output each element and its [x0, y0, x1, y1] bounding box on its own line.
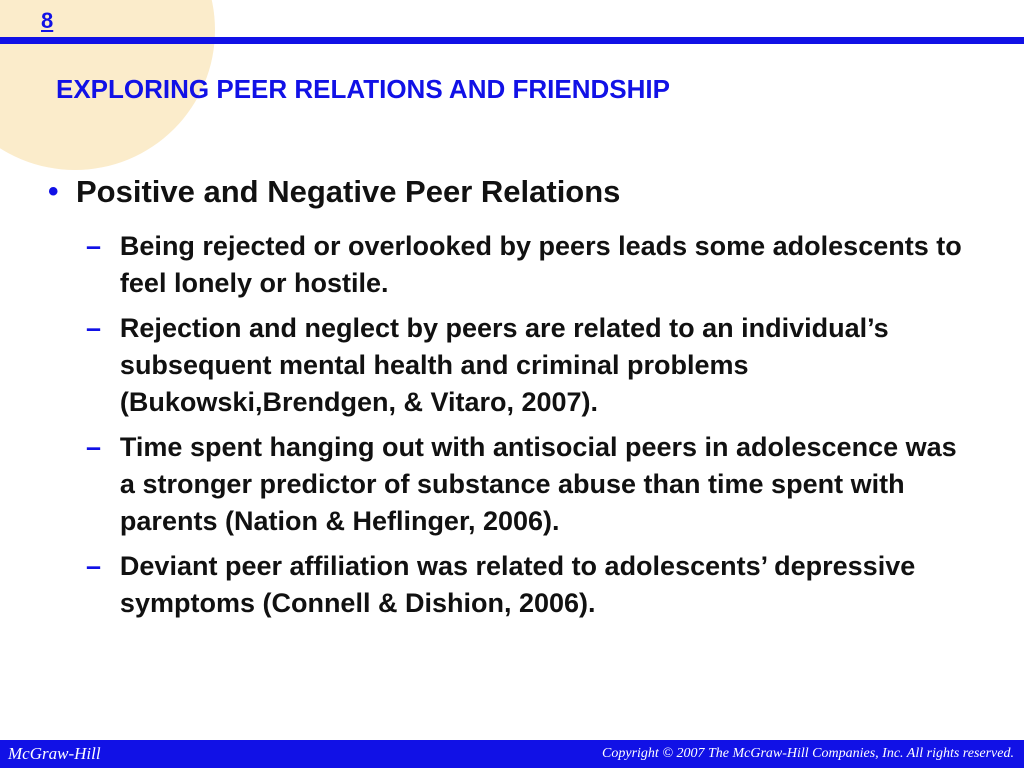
sub-bullet-item — [86, 310, 968, 421]
sub-bullet-text: Deviant peer affiliation was related to adolescents’ depressive symptoms (Connell & Dishion, 2006). — [119, 551, 916, 618]
bullet-item — [48, 170, 968, 214]
slide-content — [48, 170, 968, 630]
slide-number: 8 — [41, 8, 54, 33]
header-rule — [0, 37, 1024, 44]
footer-bar — [0, 740, 1024, 768]
publisher-name: McGraw-Hill — [8, 744, 101, 763]
slide-title: EXPLORING PEER RELATIONS AND FRIENDSHIP — [56, 74, 670, 104]
sub-bullet-list — [86, 228, 968, 622]
bullet-dot-icon: • — [48, 175, 59, 208]
dash-icon: – — [86, 432, 102, 462]
sub-bullet-item — [86, 548, 968, 622]
dash-icon: – — [86, 231, 102, 261]
sub-bullet-text: Time spent hanging out with antisocial peers in adolescence was a stronger predictor of substance abuse than time spent with parents (Nation & Heflinger, 2006). — [119, 432, 957, 536]
dash-icon: – — [86, 551, 102, 581]
sub-bullet-item — [86, 429, 968, 540]
bullet-heading: Positive and Negative Peer Relations — [76, 174, 621, 209]
sub-bullet-text: Rejection and neglect by peers are related to an individual’s subsequent mental health and criminal problems (Bukowski,Brendgen, & Vitaro, 2007). — [119, 313, 889, 417]
dash-icon: – — [86, 313, 102, 343]
sub-bullet-item — [86, 228, 968, 302]
copyright-notice: Copyright © 2007 The McGraw-Hill Companies, Inc. All rights reserved. — [602, 746, 1014, 761]
sub-bullet-text: Being rejected or overlooked by peers leads some adolescents to feel lonely or hostile. — [119, 231, 962, 298]
